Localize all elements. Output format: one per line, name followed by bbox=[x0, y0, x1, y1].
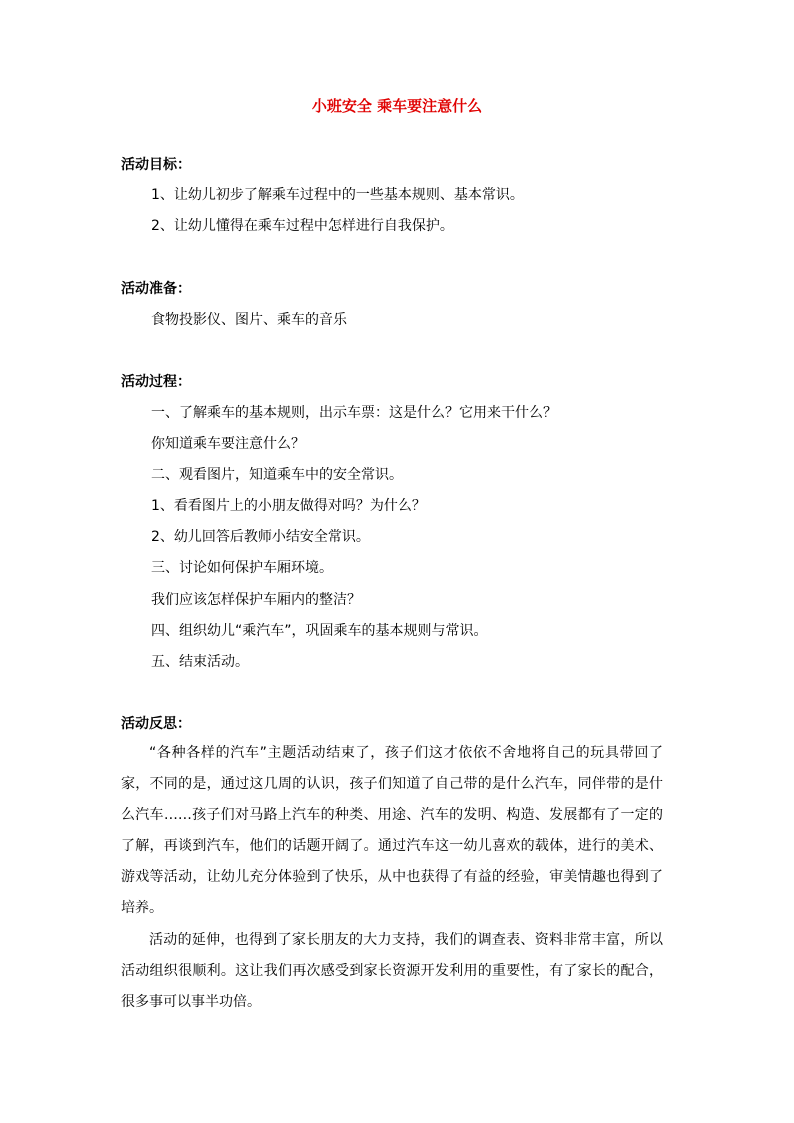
process-item-3: 二、观看图片，知道乘车中的安全常识。 bbox=[151, 467, 403, 483]
preparation-heading: 活动准备： bbox=[121, 281, 191, 297]
preparation-item-1: 食物投影仪、图片、乘车的音乐 bbox=[151, 312, 347, 328]
goals-item-1: 1、让幼儿初步了解乘车过程中的一些基本规则、基本常识。 bbox=[151, 187, 524, 203]
process-item-7: 我们应该怎样保护车厢内的整洁？ bbox=[151, 592, 361, 608]
process-item-1: 一、了解乘车的基本规则，出示车票：这是什么？它用来干什么？ bbox=[151, 405, 557, 421]
goals-heading: 活动目标： bbox=[121, 157, 191, 173]
process-heading: 活动过程： bbox=[121, 374, 191, 390]
process-item-9: 五、结束活动。 bbox=[151, 654, 249, 670]
reflection-paragraph-2: 活动的延伸，也得到了家长朋友的大力支持，我们的调查表、资料非常丰富，所以活动组织很顺利。这让我们再次感受到家长资源开发利用的重要性，有了家长的配合，很多事可以事半功倍。 bbox=[121, 932, 663, 1010]
goals-item-2: 2、让幼儿懂得在乘车过程中怎样进行自我保护。 bbox=[151, 218, 454, 234]
document-title: 小班安全 乘车要注意什么 bbox=[311, 97, 483, 115]
process-item-2: 你知道乘车要注意什么？ bbox=[151, 436, 305, 452]
process-item-5: 2、幼儿回答后教师小结安全常识。 bbox=[151, 529, 370, 545]
reflection-heading: 活动反思： bbox=[121, 716, 191, 732]
process-item-4: 1、看看图片上的小朋友做得对吗？为什么？ bbox=[151, 498, 426, 514]
process-item-8: 四、组织幼儿“乘汽车”，巩固乘车的基本规则与常识。 bbox=[151, 623, 488, 639]
process-item-6: 三、讨论如何保护车厢环境。 bbox=[151, 560, 333, 576]
reflection-paragraph-1: “各种各样的汽车”主题活动结束了，孩子们这才依依不舍地将自己的玩具带回了家，不同的是，通过这几周的认识，孩子们知道了自己带的是什么汽车，同伴带的是什么汽车……孩子们对马路上汽车的种类、用途、汽车的发明、构造、发展都有了一定的了解，再谈到汽车，他们的话题开阔了。通过汽车这一幼儿喜欢的载体，进行的美术、游戏等活动，让幼儿充分体验到了快乐，从中也获得了有益的经验，审美情趣也得到了培养。 bbox=[121, 745, 663, 916]
